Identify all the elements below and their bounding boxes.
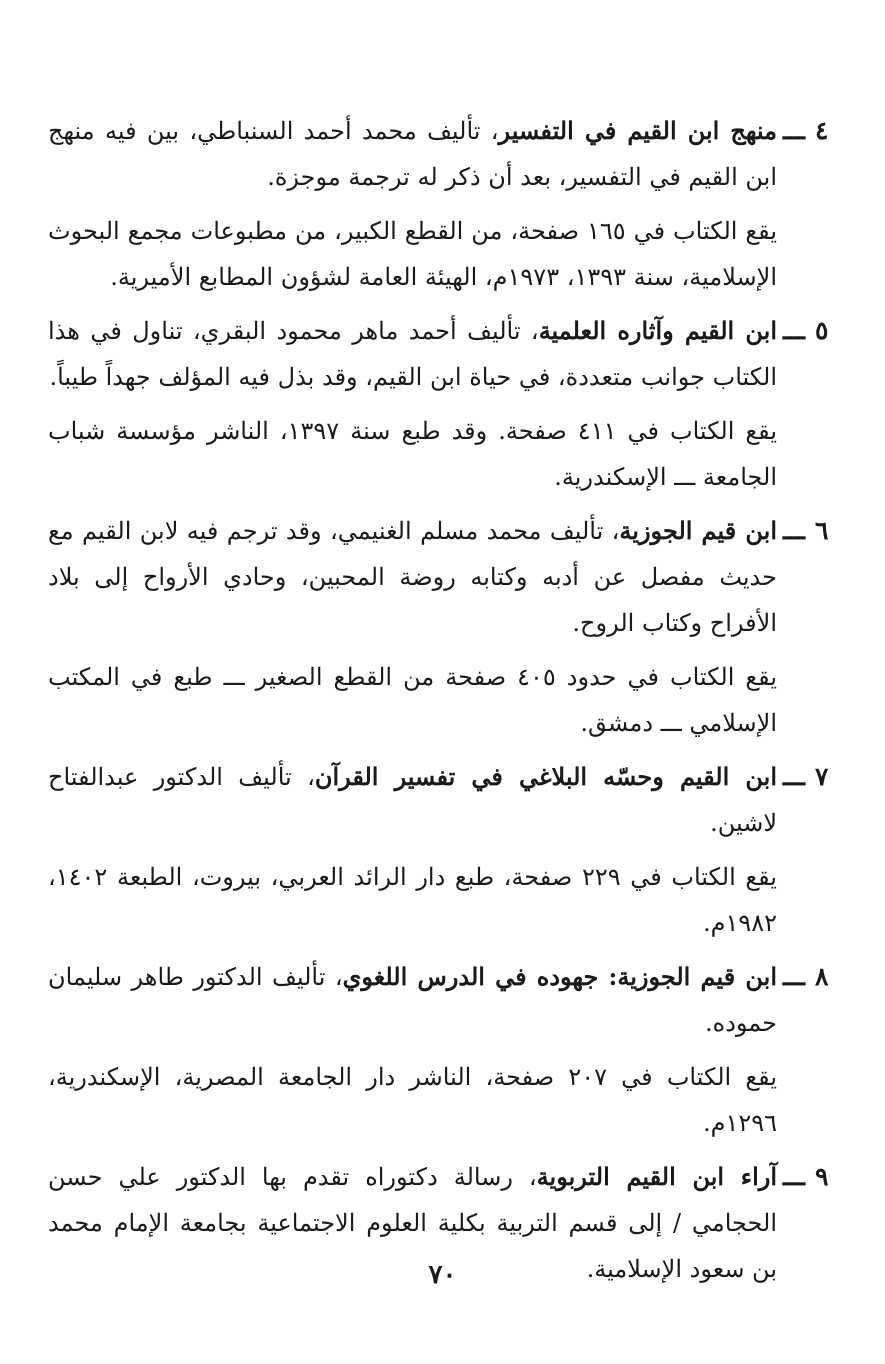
list-item xyxy=(48,754,829,946)
entry-number: ٨ـــ xyxy=(783,962,829,991)
entry-text: ، رسالة دكتوراه تقدم بها الدكتور علي حسن الحجامي / إلى قسم التربية بكلية العلوم الاجتماعية بجامعة الإمام محمد بن سعود الإسلامية. xyxy=(48,1163,777,1283)
entry-number: ٦ـــ xyxy=(783,516,829,545)
entry-text: ، تأليف محمد أحمد السنباطي، بين فيه منهج ابن القيم في التفسير، بعد أن ذكر له ترجمة موجزة. xyxy=(48,117,777,191)
entry-description xyxy=(48,308,777,400)
entry-number: ٩ـــ xyxy=(783,1162,829,1191)
entry-text: ، تأليف الدكتور عبدالفتاح لاشين. xyxy=(48,763,777,837)
entry-description xyxy=(48,108,777,200)
publication-info: يقع الكتاب في ٢٢٩ صفحة، طبع دار الرائد العربي، بيروت، الطبعة ١٤٠٢، ١٩٨٢م. xyxy=(48,863,777,937)
entry-description xyxy=(48,954,777,1046)
book-title: منهج ابن القيم في التفسير xyxy=(498,116,777,145)
entry-number: ٤ـــ xyxy=(783,116,829,145)
book-title: آراء ابن القيم التربوية xyxy=(536,1162,777,1191)
publication-info: يقع الكتاب في ١٦٥ صفحة، من القطع الكبير، من مطبوعات مجمع البحوث الإسلامية، سنة ١٣٩٣، ١٩٧٣م، الهيئة العامة لشؤون المطابع الأميرية. xyxy=(48,217,777,291)
book-title: ابن القيم وآثاره العلمية xyxy=(538,316,777,345)
page-number: ٧٠ xyxy=(428,1260,457,1290)
publication-info: يقع الكتاب في حدود ٤٠٥ صفحة من القطع الصغير ـــ طبع في المكتب الإسلامي ـــ دمشق. xyxy=(48,663,777,737)
list-item xyxy=(48,108,829,300)
entry-text: ، تأليف محمد مسلم الغنيمي، وقد ترجم فيه لابن القيم مع حديث مفصل عن أدبه وكتابه روضة المحبين، وحادي الأرواح إلى بلاد الأفراح وكتاب الروح. xyxy=(48,517,777,637)
entry-text: ، تأليف الدكتور طاهر سليمان حموده. xyxy=(48,963,777,1037)
list-item xyxy=(48,954,829,1146)
list-item xyxy=(48,508,829,746)
entry-number: ٥ـــ xyxy=(783,316,829,345)
publication-info: يقع الكتاب في ٢٠٧ صفحة، الناشر دار الجامعة المصرية، الإسكندرية، ١٢٩٦م. xyxy=(48,1063,777,1137)
publication-info: يقع الكتاب في ٤١١ صفحة. وقد طبع سنة ١٣٩٧، الناشر مؤسسة شباب الجامعة ـــ الإسكندرية. xyxy=(48,417,777,491)
book-title: ابن قيم الجوزية xyxy=(619,516,777,545)
entry-description xyxy=(48,508,777,646)
book-title: ابن القيم وحسّه البلاغي في تفسير القرآن xyxy=(314,762,777,791)
entry-description xyxy=(48,754,777,846)
list-item xyxy=(48,308,829,500)
entry-number: ٧ـــ xyxy=(783,762,829,791)
book-title: ابن قيم الجوزية: جهوده في الدرس اللغوي xyxy=(342,962,777,991)
entry-text: ، تأليف أحمد ماهر محمود البقري، تناول في هذا الكتاب جوانب متعددة، في حياة ابن القيم، وقد بذل فيه المؤلف جهداً طيباً. xyxy=(48,317,777,391)
